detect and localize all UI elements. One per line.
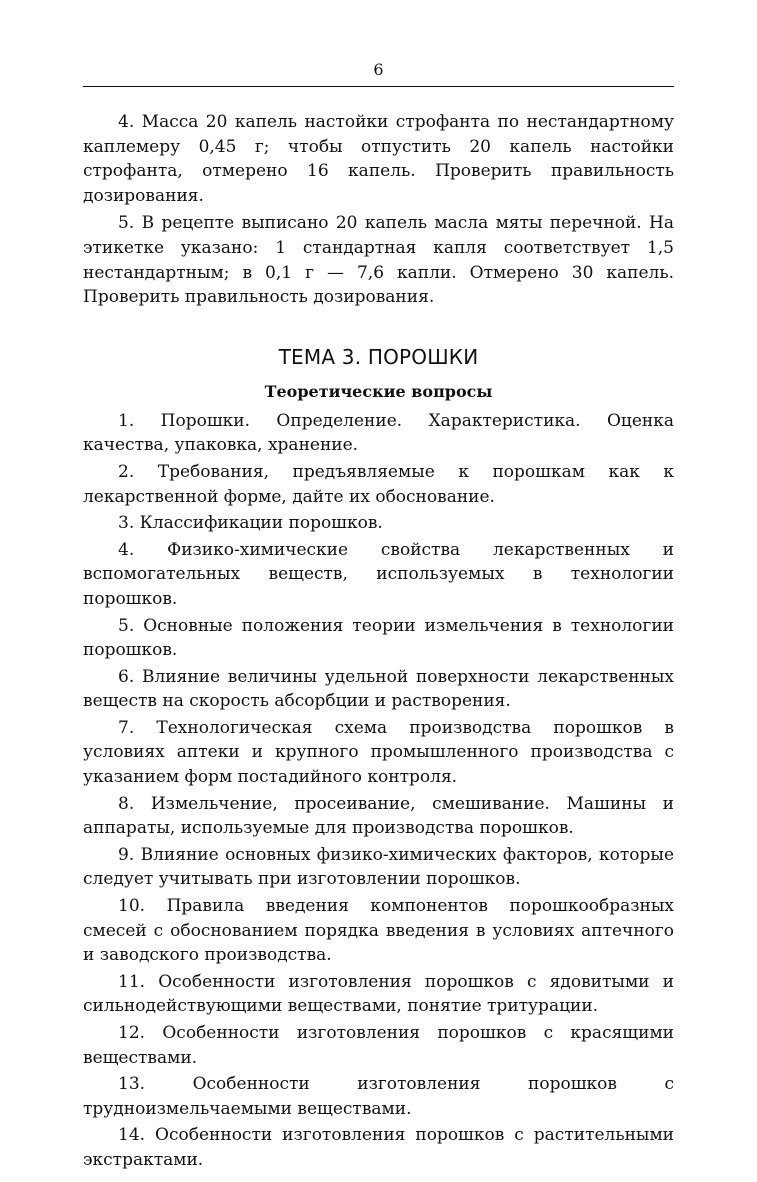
question-text: Физико-химические свойства лекарственных и вспомогательных веществ, используемых в технологии порошков.: [83, 539, 674, 609]
question-item: [83, 614, 674, 663]
question-text: Основные положения теории измельчения в технологии порошков.: [83, 615, 674, 661]
question-item: [83, 665, 674, 714]
question-text: Требования, предъявляемые к порошкам как к лекарственной форме, дайте их обоснование.: [83, 461, 675, 507]
header-rule: [83, 86, 674, 87]
question-number: 11.: [118, 971, 146, 992]
question-number: 12.: [118, 1023, 146, 1043]
question-text: Порошки. Определение. Характеристика. Оценка качества, упаковка, хранение.: [83, 410, 675, 456]
question-number: 1.: [118, 410, 135, 431]
question-text: Особенности изготовления порошков с трудноизмельчаемыми веществами.: [83, 1074, 674, 1119]
question-item: [83, 538, 674, 612]
question-text: Особенности изготовления порошков с красящими веществами.: [83, 1023, 674, 1068]
question-number: 3.: [118, 513, 135, 534]
question-item: [83, 894, 674, 968]
question-item: [83, 409, 674, 458]
question-item: [83, 1021, 674, 1070]
question-item: [83, 970, 674, 1019]
question-number: 10.: [118, 896, 146, 917]
question-number: 13.: [118, 1074, 146, 1095]
question-number: 14.: [118, 1125, 146, 1146]
page-number: 6: [373, 60, 384, 79]
task-item: [83, 110, 674, 208]
question-text: Классификации порошков.: [139, 513, 383, 534]
question-number: 6.: [118, 666, 135, 687]
question-number: 9.: [118, 844, 135, 865]
question-item: [83, 460, 674, 509]
question-item: [83, 843, 674, 892]
question-number: 4.: [118, 539, 135, 560]
page-content: [83, 110, 674, 1175]
question-number: 7.: [118, 717, 135, 738]
question-text: Влияние величины удельной поверхности лекарственных веществ на скорость абсорбции и растворения.: [83, 666, 675, 712]
topic-title: ТЕМА 3. ПОРОШКИ: [278, 344, 479, 369]
question-text: Правила введения компонентов порошкообразных смесей с обоснованием порядка введения в условиях аптечного и заводского производства.: [83, 896, 674, 966]
question-item: [83, 511, 674, 536]
question-text: Особенности изготовления порошков с ядовитыми и сильнодействующими веществами, понятие тритурации.: [83, 971, 674, 1017]
task-text: Масса 20 капель настойки строфанта по нестандартному каплемеру 0,45 г; чтобы отпустить 20 капель настойки строфанта, отмерено 16 капель. Проверить правильность дозирования.: [83, 112, 674, 206]
task-number: 5.: [118, 213, 135, 234]
task-item: [83, 211, 674, 309]
question-item: [83, 1072, 674, 1121]
question-text: Влияние основных физико-химических факторов, которые следует учитывать при изготовлении порошков.: [83, 844, 674, 890]
question-text: Особенности изготовления порошков с растительными экстрактами.: [83, 1125, 675, 1170]
question-number: 2.: [118, 461, 135, 482]
question-text: Технологическая схема производства порошков в условиях аптеки и крупного промышленного производства с указанием форм постадийного контроля.: [83, 717, 675, 788]
question-number: 8.: [118, 793, 135, 814]
task-number: 4.: [118, 112, 135, 132]
section-subtitle: Теоретические вопросы: [264, 381, 493, 401]
task-text: В рецепте выписано 20 капель масла мяты перечной. На этикетке указано: 1 стандартная капля соответствует 1,5 нестандартным; в 0,1 г — 7,6 капли. Отмерено 30 капель. Проверить правильность дозирования.: [83, 213, 674, 308]
question-item: [83, 716, 674, 790]
question-text: Измельчение, просеивание, смешивание. Машины и аппараты, используемые для производства порошков.: [83, 793, 675, 839]
question-item: [83, 1123, 674, 1172]
question-item: [83, 792, 674, 841]
question-number: 5.: [118, 615, 135, 636]
